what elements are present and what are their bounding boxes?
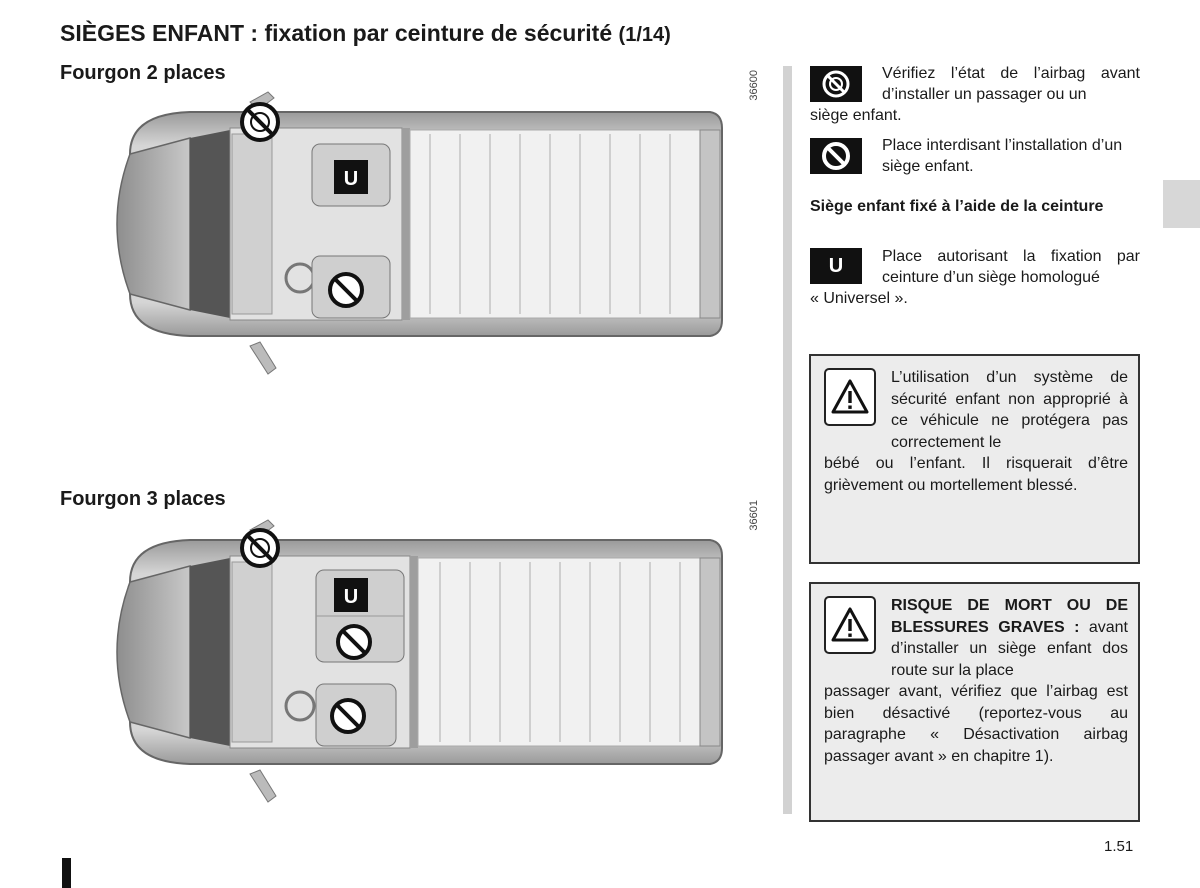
rear-doors [700,130,720,318]
van-2-seat-diagram [90,84,730,384]
forbidden-place-icon [810,138,862,174]
airbag-legend-line-1: Vérifiez l’état de l’airbag avant d’installer un passager ou un [882,65,1140,103]
forbidden-seat-marker [330,274,362,306]
cargo-area [410,130,700,318]
section-heading: Siège enfant fixé à l’aide de la ceinture [810,198,1104,215]
airbag-warning-marker [242,104,278,140]
warning-box-2 [809,582,1140,822]
van-3-seat-diagram [90,512,730,812]
figure-1-reference: 36600 [748,70,760,101]
forbidden-seat-marker [332,700,364,732]
warning-1-rest: bébé ou l’enfant. Il risquerait d’être grièvement ou mortellement blessé. [824,455,1128,494]
universal-seat-badge [334,578,368,612]
forbidden-seat-marker [338,626,370,658]
page-title [60,20,671,47]
forbidden-legend: Place interdisant l’installation d’un siège enfant. [882,137,1123,175]
figure-2-heading: Fourgon 3 places [60,488,226,510]
airbag-legend [810,63,1140,126]
airbag-warning-marker [242,530,278,566]
chapter-tab [1163,180,1200,228]
figure-1-heading: Fourgon 2 places [60,62,226,84]
warning-1-lead: L’utilisation d’un système de sécurité enfant non approprié à ce véhicule ne protégera pas correctement le [891,369,1128,451]
hood [117,138,190,310]
column-divider [783,66,792,814]
page-number: 1.51 [1104,838,1134,855]
universal-legend [810,246,1140,309]
svg-text:U: U [343,586,359,608]
title-main: SIÈGES ENFANT : fixation par ceinture de sécurité [60,20,613,46]
hood [117,566,190,738]
crop-mark [62,858,71,888]
windscreen [190,558,230,746]
universal-letter: U [828,254,844,277]
universal-seat-badge [334,160,368,194]
title-page-counter: (1/14) [618,24,671,46]
universal-legend-line-2: « Universel ». [810,290,908,307]
figure-2-reference: 36601 [748,500,760,531]
airbag-legend-line-2: siège enfant. [810,107,902,124]
warning-2-rest: passager avant, vérifiez que l’airbag est bien désactivé (reportez-vous au paragraphe « Désactivation airbag passager avant » en chapitre 1). [824,683,1128,765]
warning-box-1 [809,354,1140,564]
windscreen [190,130,230,318]
universal-legend-line-1: Place autorisant la fixation par ceinture d’un siège homologué [882,248,1140,286]
right-mirror [250,342,276,374]
svg-text:U: U [343,168,359,190]
warning-2-heading: RISQUE DE MORT OU DE BLESSURES GRAVES : [891,597,1128,636]
rear-doors [700,558,720,746]
right-mirror [250,770,276,802]
warning-2-lead: avant d’installer un siège enfant dos route sur la place [891,618,1128,679]
